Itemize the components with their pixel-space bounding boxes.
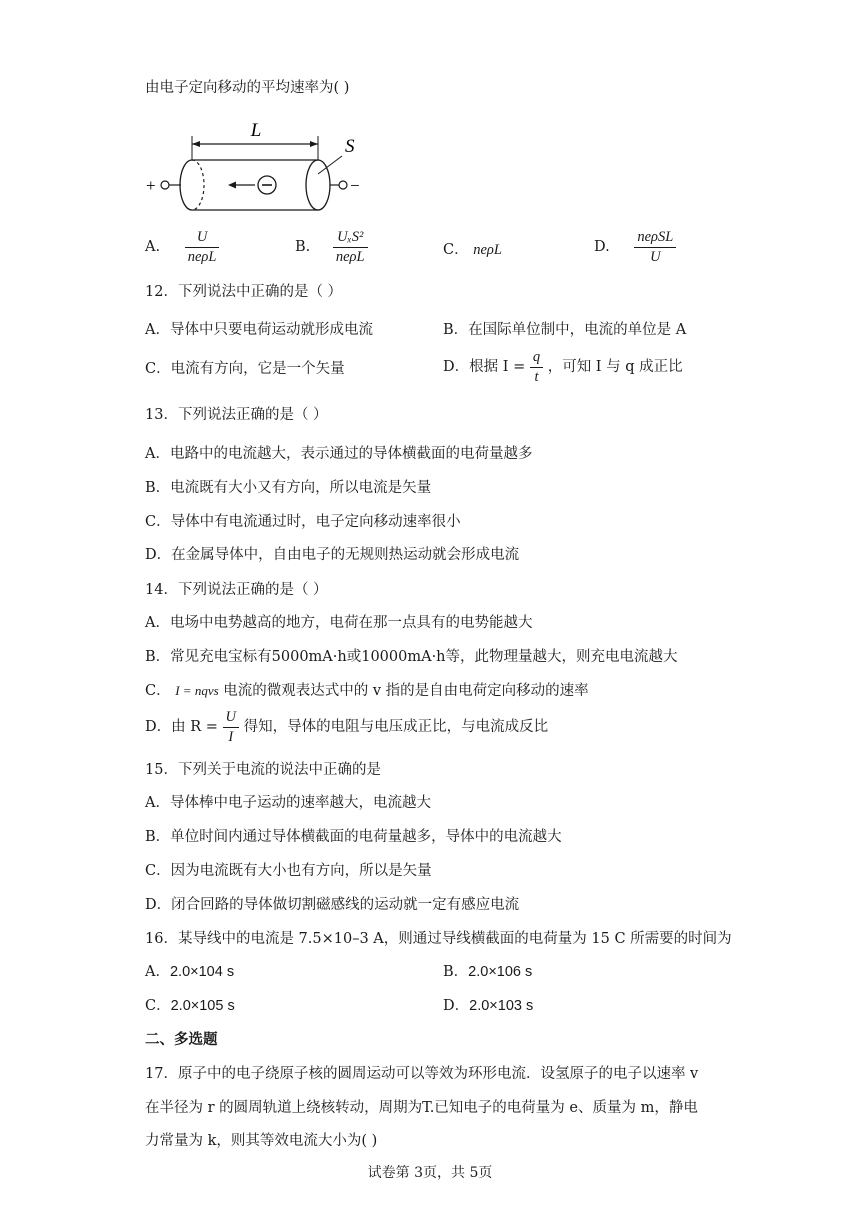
- q17-line-3: 力常量为 k，则其等效电流大小为( ): [145, 1133, 378, 1149]
- q15-stem: 15．下列关于电流的说法中正确的是: [145, 762, 381, 778]
- formula: I = nqvs: [175, 683, 219, 698]
- area-label: S: [345, 136, 355, 157]
- plus-terminal: +: [146, 176, 156, 195]
- length-label: L: [250, 120, 262, 141]
- option-label: B.: [295, 239, 311, 255]
- option-label: D．: [443, 998, 470, 1014]
- q14-stem: 14．下列说法正确的是（ ）: [145, 582, 328, 598]
- option-text: D．由 R =: [145, 719, 218, 735]
- option-text: D．根据 I =: [443, 359, 526, 375]
- numerator: UₓS²: [333, 230, 368, 248]
- option-label: C．: [145, 998, 171, 1014]
- q17-line-2: 在半径为 r 的圆周轨道上绕核转动，周期为T.已知电子的电荷量为 e、质量为 m，静电: [145, 1100, 698, 1116]
- q11-option-a: [145, 230, 219, 264]
- fraction: [185, 230, 220, 264]
- option-text: ，可知 I 与 q 成正比: [547, 359, 683, 375]
- formula: neρL: [473, 242, 502, 258]
- q13-option-b: B．电流既有大小又有方向，所以电流是矢量: [145, 480, 432, 496]
- numerator: q: [530, 350, 543, 368]
- q13-option-c: C．导体中有电流通过时，电子定向移动速率很小: [145, 514, 461, 530]
- q11-stem: 由电子定向移动的平均速率为( ): [145, 80, 350, 96]
- section-heading: 二、多选题: [145, 1031, 218, 1048]
- option-label: D.: [594, 239, 610, 255]
- q12-option-d: [443, 350, 683, 384]
- option-label: B．: [443, 964, 469, 980]
- option-value: 2.0×105 s: [170, 998, 235, 1014]
- q16-stem: 16．某导线中的电流是 7.5×10–3 A，则通过导线横截面的电荷量为 15 C 所需要的时间为: [145, 931, 732, 947]
- option-label: C．: [443, 242, 469, 258]
- q13-option-d: D．在金属导体中，自由电子的无规则热运动就会形成电流: [145, 547, 520, 563]
- q14-option-b: B．常见充电宝标有5000mA·h或10000mA·h等，此物理量越大，则充电电流越大: [145, 649, 678, 665]
- q11-option-d: [594, 230, 676, 264]
- q14-option-c: [145, 681, 589, 701]
- denominator: t: [534, 368, 539, 385]
- q16-option-a: [145, 962, 234, 982]
- option-label: A.: [145, 239, 161, 255]
- fraction: [634, 230, 676, 264]
- q12-option-c: C．电流有方向，它是一个矢量: [145, 361, 345, 377]
- conductor-figure: [140, 114, 370, 214]
- q16-option-d: [443, 996, 533, 1016]
- q12-stem: 12．下列说法中正确的是（ ）: [145, 284, 343, 300]
- q14-option-d: [145, 710, 548, 744]
- q12-option-b: B．在国际单位制中，电流的单位是 A: [443, 322, 687, 338]
- numerator: U: [223, 710, 239, 728]
- denominator: U: [650, 248, 661, 265]
- option-value: 2.0×106 s: [468, 964, 533, 980]
- denominator: I: [228, 728, 234, 745]
- page-footer: 试卷第 3页，共 5页: [367, 1165, 493, 1181]
- option-value: 2.0×104 s: [169, 964, 235, 980]
- numerator: neρSL: [634, 230, 676, 248]
- fraction: [333, 230, 368, 264]
- q16-option-b: [443, 962, 532, 982]
- q15-option-c: C．因为电流既有大小也有方向，所以是矢量: [145, 863, 432, 879]
- q11-option-b: [295, 230, 368, 264]
- option-label: C．: [145, 683, 171, 699]
- option-label: A．: [145, 964, 170, 980]
- q14-option-a: A．电场中电势越高的地方，电荷在那一点具有的电势能越大: [145, 615, 533, 631]
- fraction: [530, 350, 543, 384]
- q17-line-1: 17．原子中的电子绕原子核的圆周运动可以等效为环形电流．设氢原子的电子以速率 v: [145, 1066, 699, 1082]
- option-text: 电流的微观表达式中的 v 指的是自由电荷定向移动的速率: [223, 683, 589, 699]
- q13-option-a: A．电路中的电流越大，表示通过的导体横截面的电荷量越多: [145, 446, 533, 462]
- q11-option-c: [443, 240, 502, 260]
- denominator: neρL: [335, 248, 365, 265]
- q12-option-a: A．导体中只要电荷运动就形成电流: [145, 322, 373, 338]
- q15-option-d: D．闭合回路的导体做切割磁感线的运动就一定有感应电流: [145, 897, 520, 913]
- option-text: 得知，导体的电阻与电压成正比，与电流成反比: [243, 719, 549, 735]
- fraction: [223, 710, 239, 744]
- numerator: U: [185, 230, 220, 248]
- denominator: neρL: [187, 248, 217, 265]
- option-value: 2.0×103 s: [469, 998, 534, 1014]
- q13-stem: 13．下列说法正确的是（ ）: [145, 407, 328, 423]
- q16-option-c: [145, 996, 235, 1016]
- minus-terminal: −: [350, 176, 360, 195]
- q15-option-b: B．单位时间内通过导体横截面的电荷量越多，导体中的电流越大: [145, 829, 562, 845]
- q15-option-a: A．导体棒中电子运动的速率越大，电流越大: [145, 795, 431, 811]
